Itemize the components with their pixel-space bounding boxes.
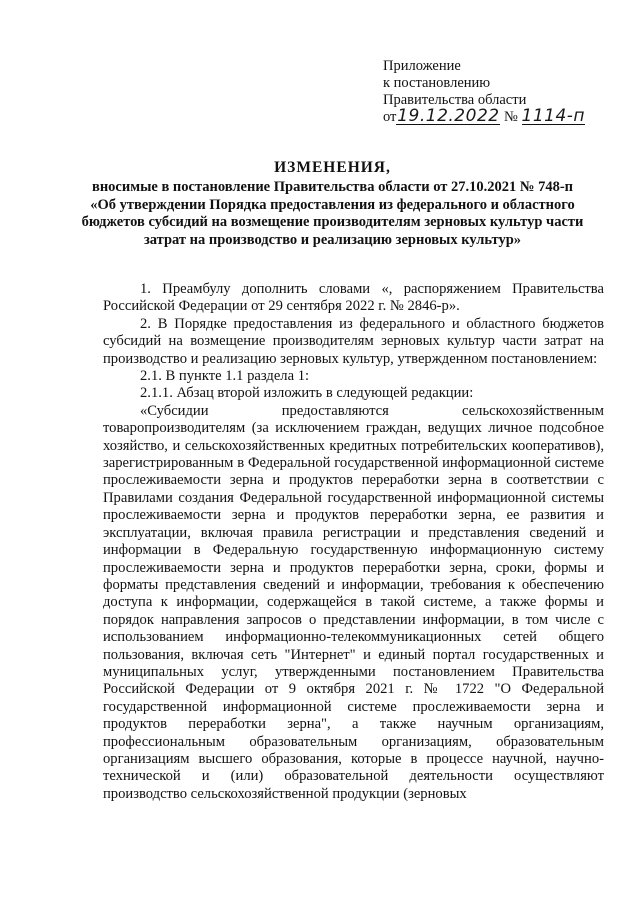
document-body: [103, 281, 604, 803]
annex-to-resolution: к постановлению: [383, 75, 491, 91]
handwritten-number: 1114-п: [521, 106, 586, 126]
paragraph-2-1-1: 2.1.1. Абзац второй изложить в следующей редакции:: [140, 385, 474, 402]
paragraph-2-1: 2.1. В пункте 1.1 раздела 1:: [140, 368, 310, 385]
annex-government: Правительства области: [383, 92, 527, 108]
paragraph-2: 2. В Порядке предоставления из федерального и областного бюджетов субсидий на возмещение производителям зерновых культур части затрат на производство и реализацию зерновых культур, утвержденном постановлением:: [103, 315, 604, 367]
date-prefix: от: [383, 109, 397, 125]
annex-block: [383, 58, 585, 126]
document-title-block: [80, 158, 585, 249]
document-title: ИЗМЕНЕНИЯ,: [274, 159, 391, 176]
annex-label: Приложение: [383, 58, 461, 74]
annex-date-number-row: [383, 106, 586, 126]
document-subtitle: вносимые в постановление Правительства области от 27.10.2021 № 748-п «Об утверждении Порядка предоставления из федерального и областного бюджетов субсидий на возмещение производителям зерновых культур части затрат на производство и реализацию зерновых культур»: [81, 179, 584, 248]
paragraph-1: 1. Преамбулу дополнить словами «, распоряжением Правительства Российской Федерации от 29 сентября 2022 г. № 2846-р».: [103, 281, 604, 315]
paragraph-quoted-text: «Субсидии предоставляются сельскохозяйственным товаропроизводителям (за исключением граждан, ведущих личное подсобное хозяйство, и сельскохозяйственных кредитных потребительских кооперативов), зарегистрированным в Федеральной государственной информационной системе прослеживаемости зерна и продуктов переработки зерна в соответствии с Правилами создания Федеральной государственной информационной системы прослеживаемости зерна и продуктов переработки зерна, ее развития и эксплуатации, включая правила регистрации и представления сведений и информации в Федеральную государственную информационную систему прослеживаемости зерна и продуктов переработки зерна, сроки, формы и форматы представления сведений и информации, требования к обеспечению доступа к информации, содержащейся в такой системе, а также формы и порядок направления запросов о представлении информации, в том числе с использованием информационно-телекоммуникационных сетей общего пользования, включая сеть "Интернет" и единый портал государственных и муниципальных услуг, утвержденными постановлением Правительства Российской Федерации от 9 октября 2021 г. № 1722 "О Федеральной государственной информационной системе прослеживаемости зерна и продуктов переработки зерна", а также научным организациям, профессиональным образовательным организациям, образовательным организациям высшего образования, которые в процессе научной, научно-технической и (или) образовательной деятельности осуществляют производство сельскохозяйственной продукции (зерновых: [103, 402, 604, 802]
handwritten-date: 19.12.2022: [397, 106, 500, 126]
number-sign: №: [504, 109, 518, 125]
